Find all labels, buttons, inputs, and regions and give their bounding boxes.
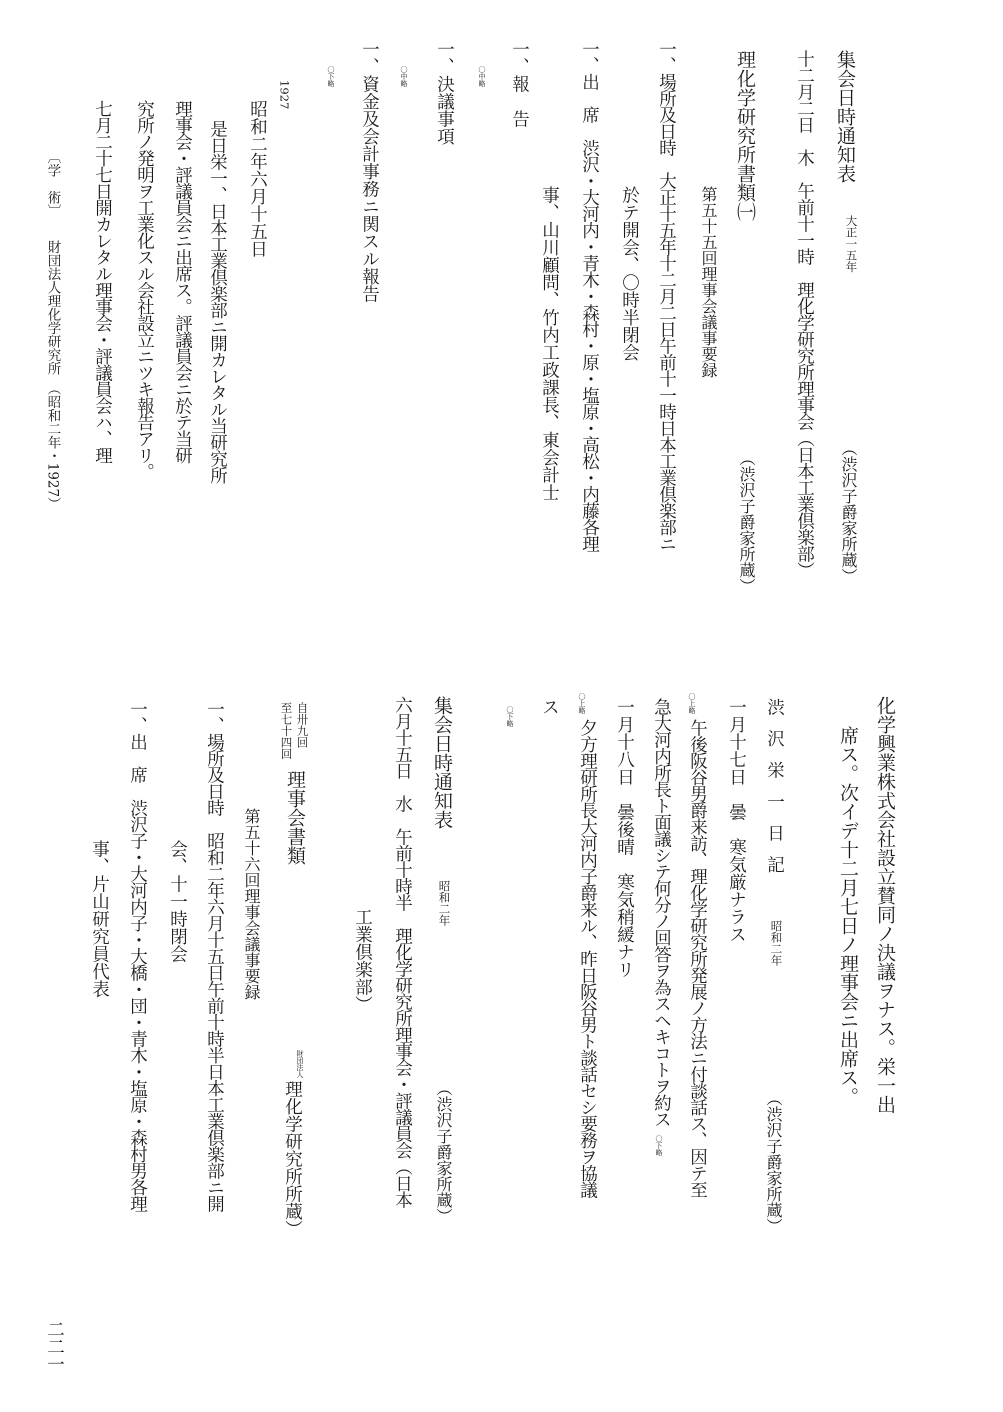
footer-label: 〔学 術〕 bbox=[44, 150, 61, 218]
attend-line-1-lower: 一、出 席 渋沢子・大河内子・大橋・団・青木・塩原・森村男各理 bbox=[127, 700, 148, 1212]
place-line-1-upper: 一、場所及日時 大正十五年十二月二日午前十一時日本工業倶楽部ニ bbox=[656, 40, 677, 552]
range-from: 自卅九回 bbox=[295, 702, 310, 748]
diary-year: 昭和二年 bbox=[769, 920, 784, 966]
body-line-3: 究所ノ発明ヲ工業化スル会社設立ニツキ報告アリ。 bbox=[134, 100, 155, 480]
notice-source-lower: （渋沢子爵家所蔵） bbox=[434, 1080, 453, 1224]
diary-entry-date-2: 一月十八日 曇後晴 寒気稍緩ナリ bbox=[614, 698, 635, 978]
notice-title-lower: 集会日時通知表 bbox=[431, 696, 453, 829]
diary-entry-line-2: 午後阪谷男爵来訪、理化学研究所発展ノ方法ニ付談話ス、因テ至 bbox=[687, 719, 708, 1198]
meeting-line-upper: 十二月二日 木 午前十一時 理化学研究所理事会（日本工業倶楽部） bbox=[794, 50, 815, 578]
finance-item: 一、資金及会計事務ニ関スル報告 bbox=[359, 40, 380, 303]
place-line-2-upper: 於テ開会、〇時半閉会 bbox=[619, 186, 640, 361]
diary-source: （渋沢子爵家所蔵） bbox=[764, 1090, 783, 1234]
docs-source-upper: （渋沢子爵家所蔵） bbox=[737, 450, 756, 594]
omission-mark: 〇中略 bbox=[400, 66, 408, 87]
date-heading: 昭和二年六月十五日 bbox=[247, 100, 268, 258]
body-line-4: 七月二十七日開カレタル理事会・評議員会ハ、理 bbox=[92, 100, 113, 463]
diary-entry-line-3: 急大河内所長ト面議シテ何分ノ回答ヲ為スヘキコトヲ約ス bbox=[651, 698, 672, 1127]
continuation-line-1: 化学興業株式会社設立賛同ノ決議ヲナス。栄一出 bbox=[874, 696, 896, 1114]
footer-source: 財団法人理化学研究所 （昭和二年・1927） bbox=[44, 240, 61, 511]
year-1927: 1927 bbox=[277, 80, 292, 110]
omission-mark: 〇上略 bbox=[578, 693, 586, 714]
range-to: 至七十四回 bbox=[279, 702, 294, 760]
body-line-2: 理事会・評議員会ニ出席ス。評議員会ニ於テ当研 bbox=[172, 100, 193, 463]
minutes-title-lower: 第五十六回理事会議事要録 bbox=[242, 808, 261, 1000]
attend-line-2-lower: 事、片山研究員代表 bbox=[89, 840, 110, 998]
minutes-title-upper: 第五十五回理事会議事要録 bbox=[699, 186, 718, 378]
notice-year-lower: 昭和二年 bbox=[437, 880, 452, 926]
place-line-2-lower: 会、十一時閉会 bbox=[167, 840, 188, 963]
diary-entry-line-5: 夕方理研所長大河内子爵来ル、昨日阪谷男ト談話セシ要務ヲ協議 bbox=[577, 719, 598, 1198]
report-item: 一、報 告 bbox=[509, 40, 530, 128]
omission-mark: 〇下略 bbox=[655, 1135, 663, 1156]
notice-source-upper: （渋沢子爵家所蔵） bbox=[839, 440, 858, 584]
diary-entry-date-1: 一月十七日 曇 寒気厳ナラス bbox=[726, 698, 747, 943]
omission-mark: 〇上略 bbox=[688, 693, 696, 714]
notice-year-upper: 大正一五年 bbox=[844, 215, 859, 273]
omission-mark: 〇下略 bbox=[327, 66, 335, 87]
attend-line-1-upper: 一、出 席 渋沢・大河内・青木・森村・原・塩原・高松・内藤各理 bbox=[579, 40, 600, 552]
diary-entry-line-6: ス bbox=[539, 698, 560, 716]
omission-mark: 〇下略 bbox=[506, 706, 514, 727]
meeting-line-1-lower: 六月十五日 水 午前十時半 理化学研究所理事会・評議員会（日本 bbox=[392, 696, 413, 1208]
docs-title-lower: 理事会書類 bbox=[284, 770, 306, 865]
notice-title-upper: 集会日時通知表 bbox=[834, 50, 856, 183]
docs-title-upper: 理化学研究所書類㈠ bbox=[734, 50, 756, 221]
docs-source-prefix: 財団法人 bbox=[296, 1050, 304, 1078]
place-line-1-lower: 一、場所及日時 昭和二年六月十五日午前十時半日本工業倶楽部ニ開 bbox=[204, 700, 225, 1212]
page-number: 二二一 bbox=[44, 1320, 65, 1373]
docs-source-lower: 理化学研究所所蔵） bbox=[282, 1080, 303, 1238]
resolution-item: 一、決議事項 bbox=[434, 40, 455, 145]
body-line-1: 是日栄一、日本工業倶楽部ニ開カレタル当研究所 bbox=[207, 120, 228, 483]
omission-mark: 〇中略 bbox=[478, 66, 486, 87]
meeting-line-2-lower: 工業倶楽部） bbox=[352, 908, 373, 1013]
attend-line-2-upper: 事、山川顧問、竹内工政課長、東会計士 bbox=[539, 186, 560, 501]
diary-title: 渋沢栄一日記 bbox=[764, 698, 785, 887]
continuation-line-2: 席ス。次イデ十二月七日ノ理事会ニ出席ス。 bbox=[837, 726, 859, 1106]
